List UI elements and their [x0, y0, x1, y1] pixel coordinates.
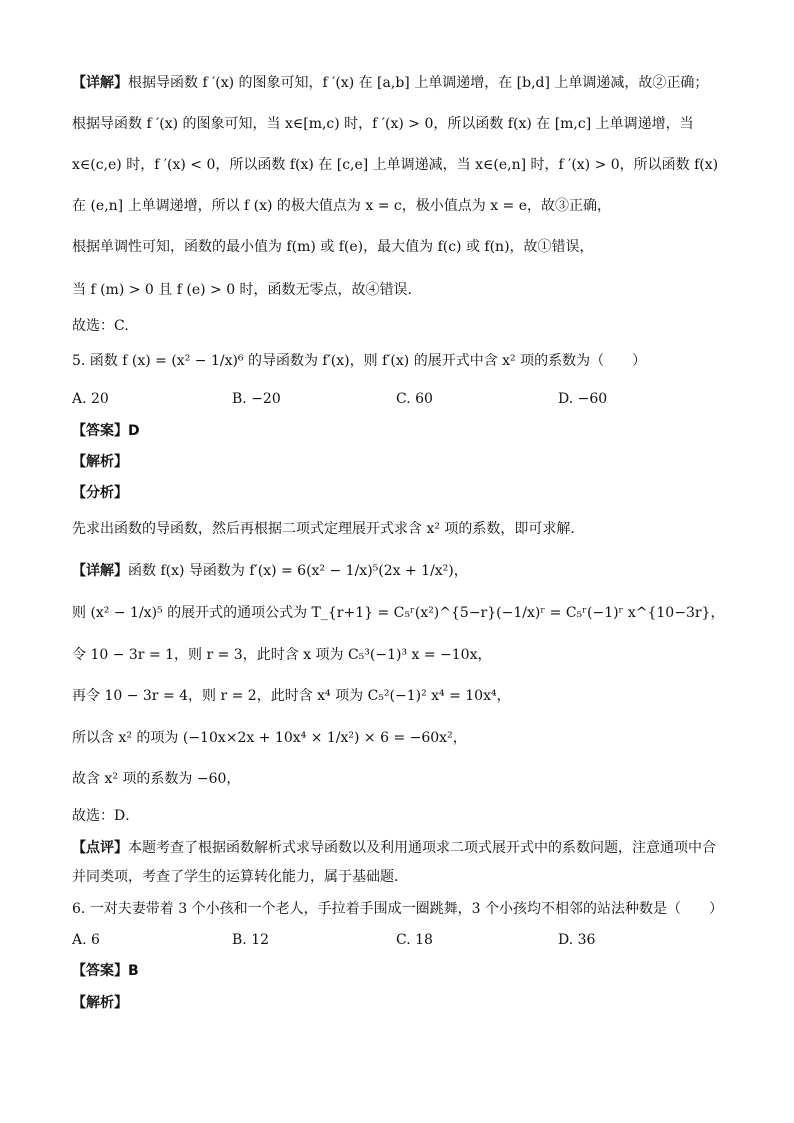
q5-detail-line-6: 故含 x² 项的系数为 −60， — [72, 771, 241, 787]
q5-fenxi-heading: 【分析】 — [72, 485, 128, 501]
q5-option-d: D. −60 — [558, 391, 608, 407]
detail-tag: 【详解】 — [72, 75, 128, 91]
q5-detail-line-7: 故选：D． — [72, 808, 140, 824]
q5-detail-line-2: 则 (x² − 1/x)⁵ 的展开式的通项公式为 T_{r+1} = C₅ʳ(x²)^{5−r}(−1/x)ʳ = C₅ʳ(−1)ʳ x^{10−3r}， — [72, 605, 725, 621]
detail-line-2: 根据导函数 f ′(x) 的图象可知，当 x∈[m,c) 时，f ′(x) > 0，所以函数 f(x) 在 [m,c] 上单调递增，当 — [72, 116, 694, 132]
q5-option-c: C. 60 — [396, 391, 433, 407]
q5-detail-line-4: 再令 10 − 3r = 4，则 r = 2，此时含 x⁴ 项为 C₅²(−1)² x⁴ = 10x⁴， — [72, 688, 511, 704]
q5-detail-line-3: 令 10 − 3r = 1，则 r = 3，此时含 x 项为 C₅³(−1)³ x = −10x， — [72, 647, 492, 663]
detail-line-5: 根据单调性可知，函数的最小值为 f(m) 或 f(e)，最大值为 f(c) 或 f(n)，故①错误， — [72, 239, 594, 255]
detail-line-3: x∈(c,e) 时，f ′(x) < 0，所以函数 f(x) 在 [c,e] 上单调递减，当 x∈(e,n] 时，f ′(x) > 0，所以函数 f(x) — [72, 157, 719, 173]
detail-line-1: 【详解】根据导函数 f ′(x) 的图象可知，f ′(x) 在 [a,b] 上单调递增，在 [b,d] 上单调递减，故②正确； — [72, 75, 709, 91]
q6-option-c: C. 18 — [396, 932, 433, 948]
q5-comment-line-1: 【点评】本题考查了根据函数解析式求导函数以及利用通项求二项式展开式中的系数问题，注意通项中合 — [72, 840, 716, 856]
q5-comment-line-2: 并同类项，考查了学生的运算转化能力，属于基础题． — [72, 869, 408, 885]
q6-option-a: A. 6 — [72, 932, 100, 948]
q5-detail-line-1: 【详解】函数 f(x) 导函数为 f′(x) = 6(x² − 1/x)⁵(2x + 1/x²)， — [72, 563, 468, 579]
q5-option-b: B. −20 — [232, 391, 281, 407]
q6-option-d: D. 36 — [558, 932, 596, 948]
q5-comment-tag: 【点评】 — [72, 840, 128, 856]
detail-line-6: 当 f (m) > 0 且 f (e) > 0 时，函数无零点，故④错误. — [72, 282, 412, 298]
question-5-stem: 5. 函数 f (x) = (x² − 1/x)⁶ 的导函数为 f′(x)，则 f′(x) 的展开式中含 x² 项的系数为（ ） — [72, 353, 647, 369]
q5-answer: 【答案】D — [72, 423, 140, 439]
q6-answer: 【答案】B — [72, 963, 139, 979]
q6-option-b: B. 12 — [232, 932, 270, 948]
choice-line: 故选：C. — [72, 318, 129, 334]
q5-fenxi-text: 先求出函数的导函数，然后再根据二项式定理展开式求含 x² 项的系数，即可求解． — [72, 521, 585, 537]
question-6-stem: 6. 一对夫妻带着 3 个小孩和一个老人，手拉着手围成一圈跳舞，3 个小孩均不相邻的站法种数是（ ） — [72, 901, 723, 917]
detail-line-4: 在 (e,n] 上单调递增，所以 f (x) 的极大值点为 x = c，极小值点为 x = e，故③正确， — [72, 198, 612, 214]
q5-analysis-heading: 【解析】 — [72, 454, 128, 470]
q5-detail-line-5: 所以含 x² 的项为 (−10x×2x + 10x⁴ × 1/x²) × 6 = −60x²， — [72, 730, 467, 746]
q6-analysis-heading: 【解析】 — [72, 995, 128, 1011]
q5-detail-tag: 【详解】 — [72, 563, 128, 579]
q5-option-a: A. 20 — [72, 391, 109, 407]
